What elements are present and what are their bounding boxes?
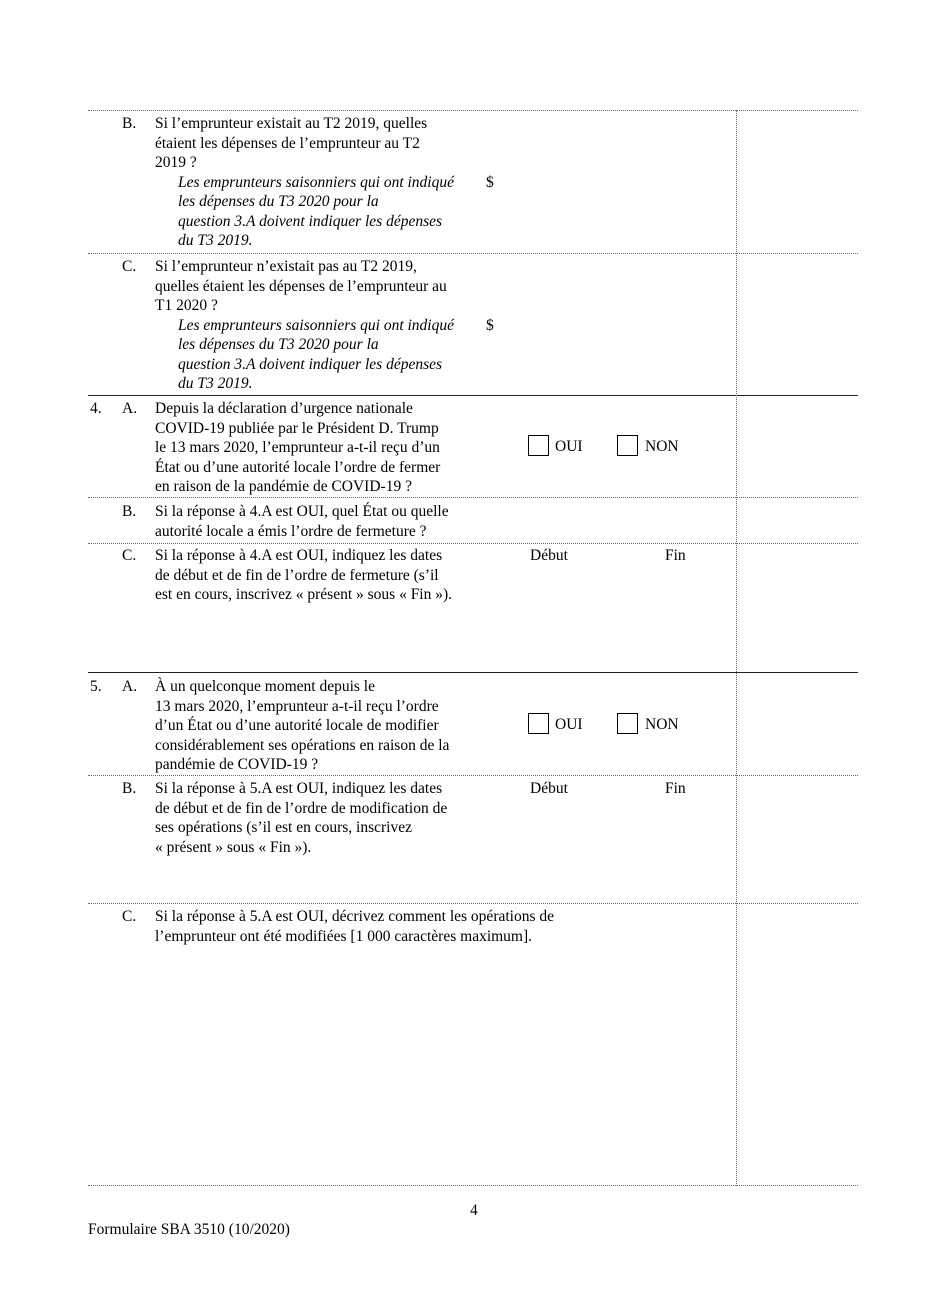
- row-divider: [88, 110, 858, 111]
- q5c-text-1: Si la réponse à 5.A est OUI, décrivez comment les opérations de: [155, 908, 555, 925]
- q5c-text-2: l’emprunteur ont été modifiées [1 000 caractères maximum].: [155, 927, 533, 945]
- q4a-text-3: le 13 mars 2020, l’emprunteur a-t-il reçu d’un: [155, 439, 440, 456]
- section-divider: [88, 672, 858, 673]
- row-divider: [88, 543, 858, 544]
- q4c-text-1: Si la réponse à 4.A est OUI, indiquez les dates: [155, 547, 443, 564]
- q5a-yes-label: OUI: [555, 716, 583, 733]
- q3b-note-2: les dépenses du T3 2020 pour la: [178, 193, 379, 210]
- q3b-letter: B.: [122, 115, 137, 132]
- q3c-text-2: quelles étaient les dépenses de l’emprunteur au: [155, 277, 447, 295]
- q5a-yes-checkbox[interactable]: [528, 713, 549, 734]
- q5a-no-checkbox[interactable]: [617, 713, 638, 734]
- q3c-dollar-sign: $: [486, 316, 494, 334]
- q5c-letter: C.: [122, 908, 137, 925]
- q5a-text-5: pandémie de COVID-19 ?: [155, 756, 319, 773]
- q4a-no-label: NON: [645, 438, 679, 455]
- q4c-start-label: Début: [530, 547, 568, 564]
- q4a-letter: A.: [122, 400, 138, 417]
- q4a-text-4: État ou d’une autorité locale l’ordre de fermer: [155, 458, 441, 476]
- q3b-text-3: 2019 ?: [155, 154, 197, 171]
- q4a-text-2: COVID-19 publiée par le Président D. Trump: [155, 419, 439, 437]
- q5a-text-3: d’un État ou d’une autorité locale de modifier: [155, 717, 439, 734]
- q4a-text-1: Depuis la déclaration d’urgence nationale: [155, 400, 413, 417]
- q3c-note-2: les dépenses du T3 2020 pour la: [178, 336, 379, 353]
- form-identifier: Formulaire SBA 3510 (10/2020): [88, 1221, 290, 1238]
- q3c-text-3: T1 2020 ?: [155, 297, 218, 314]
- q3c-note-3: question 3.A doivent indiquer les dépenses: [178, 355, 443, 373]
- q4c-letter: C.: [122, 547, 137, 564]
- q3c-note-4: du T3 2019.: [178, 375, 253, 392]
- q3b-text-1: Si l’emprunteur existait au T2 2019, quelles: [155, 115, 428, 132]
- q4b-text-2: autorité locale a émis l’ordre de fermeture ?: [155, 522, 427, 540]
- row-divider: [88, 497, 858, 498]
- q5b-text-4: « présent » sous « Fin »).: [155, 838, 312, 856]
- q4c-text-2: de début et de fin de l’ordre de fermeture (s’il: [155, 566, 439, 584]
- q5b-start-label: Début: [530, 780, 568, 797]
- q5b-text-1: Si la réponse à 5.A est OUI, indiquez les dates: [155, 780, 443, 797]
- q4a-yes-checkbox[interactable]: [528, 435, 549, 456]
- q3c-text-1: Si l’emprunteur n’existait pas au T2 2019,: [155, 258, 417, 275]
- row-divider: [88, 1185, 858, 1186]
- q5a-no-label: NON: [645, 716, 679, 733]
- row-divider: [88, 253, 858, 254]
- q4c-text-3: est en cours, inscrivez « présent » sous « Fin »).: [155, 586, 453, 603]
- q4c-end-label: Fin: [665, 547, 686, 564]
- q5a-letter: A.: [122, 678, 138, 695]
- row-divider: [88, 775, 858, 776]
- q5b-text-3: ses opérations (s’il est en cours, inscrivez: [155, 819, 412, 836]
- q4b-letter: B.: [122, 503, 137, 520]
- section-divider: [88, 395, 858, 396]
- answer-column-divider: [736, 110, 737, 1186]
- q5b-end-label: Fin: [665, 780, 686, 797]
- q3b-note-4: du T3 2019.: [178, 232, 253, 249]
- q5a-text-4: considérablement ses opérations en raison de la: [155, 736, 450, 754]
- q4a-no-checkbox[interactable]: [617, 435, 638, 456]
- q4-number: 4.: [90, 400, 102, 417]
- q5a-text-2: 13 mars 2020, l’emprunteur a-t-il reçu l’ordre: [155, 697, 439, 715]
- q5-number: 5.: [90, 678, 102, 695]
- q3b-note-1: Les emprunteurs saisonniers qui ont indiqué: [178, 173, 454, 191]
- q5b-text-2: de début et de fin de l’ordre de modification de: [155, 799, 448, 817]
- q4a-yes-label: OUI: [555, 438, 583, 455]
- q4b-text-1: Si la réponse à 4.A est OUI, quel État ou quelle: [155, 503, 449, 520]
- q5a-text-1: À un quelconque moment depuis le: [155, 678, 375, 695]
- q3b-text-2: étaient les dépenses de l’emprunteur au T2: [155, 134, 420, 152]
- page-number: 4: [470, 1202, 478, 1219]
- q3b-dollar-sign: $: [486, 173, 494, 191]
- q3c-letter: C.: [122, 258, 137, 275]
- q3b-note-3: question 3.A doivent indiquer les dépenses: [178, 212, 443, 230]
- q5b-letter: B.: [122, 780, 137, 797]
- row-divider: [88, 903, 858, 904]
- q3c-note-1: Les emprunteurs saisonniers qui ont indiqué: [178, 316, 454, 334]
- q4a-text-5: en raison de la pandémie de COVID-19 ?: [155, 478, 412, 495]
